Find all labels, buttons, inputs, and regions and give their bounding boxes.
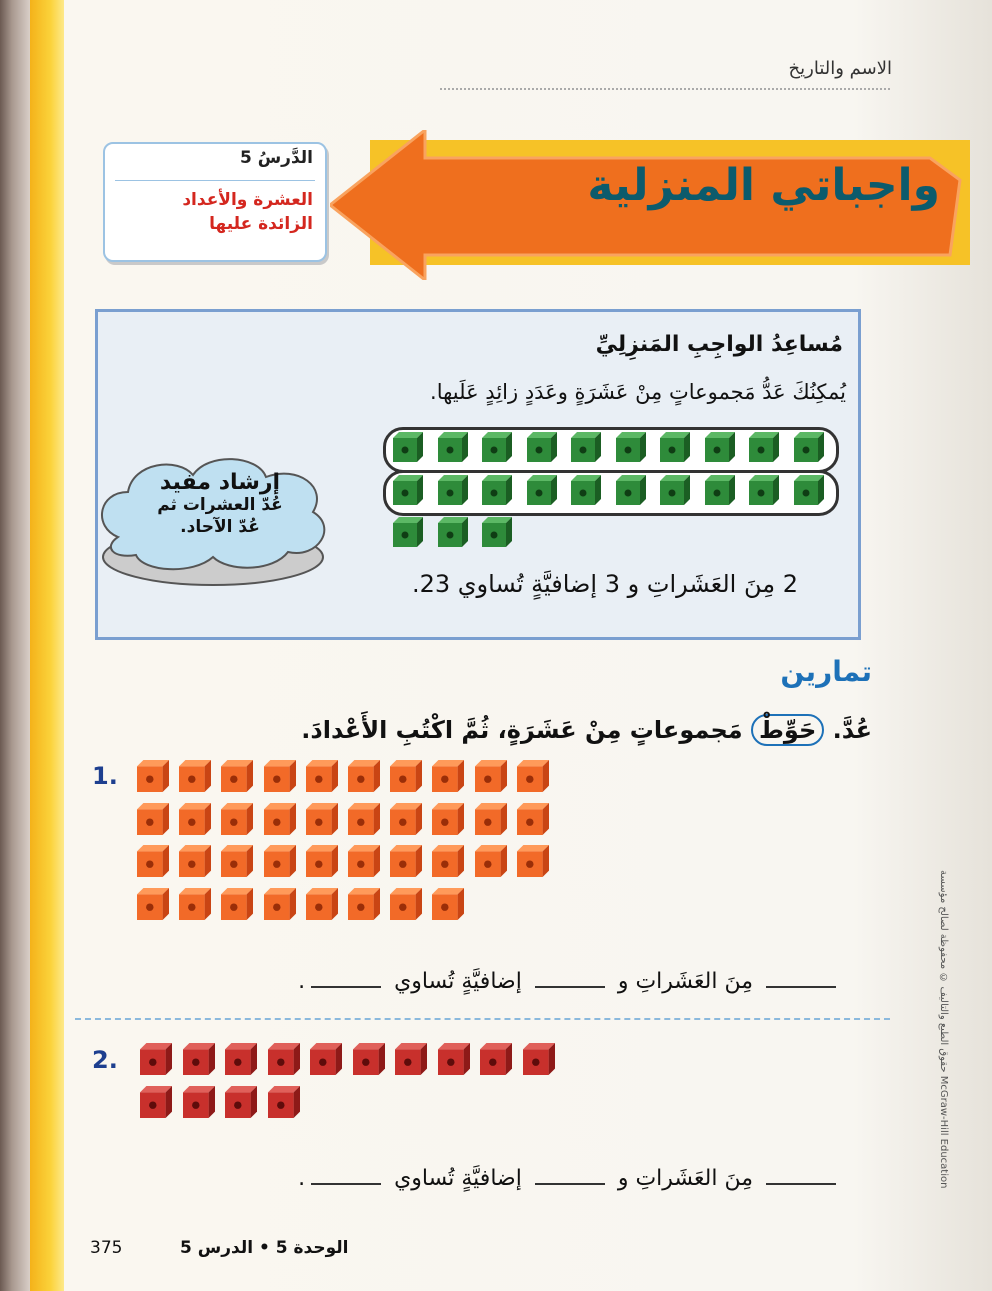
unit-cube: [306, 803, 338, 839]
exercise-divider: [75, 1018, 890, 1020]
lesson-card-divider: [115, 180, 315, 181]
lesson-title: [113, 188, 313, 236]
unit-cube: [527, 432, 557, 466]
unit-cube: [225, 1086, 257, 1122]
name-date-label: الاسم والتاريخ: [788, 58, 892, 79]
hint-line-1: عُدّ العشرات ثم: [157, 495, 283, 515]
exercise-1-end: .: [298, 969, 306, 994]
instruction-circle-word: حَوِّطْ: [751, 714, 824, 746]
unit-cube: [137, 760, 169, 796]
unit-cube: [264, 845, 296, 881]
unit-cube: [571, 432, 601, 466]
unit-cube: [183, 1043, 215, 1079]
unit-cube: [480, 1043, 512, 1079]
helper-title: مُساعِدُ الواجِبِ المَنزِلِيِّ: [595, 332, 843, 357]
unit-cube: [183, 1086, 215, 1122]
unit-cube: [705, 432, 735, 466]
unit-cube: [395, 1043, 427, 1079]
name-date-line[interactable]: [440, 88, 890, 90]
unit-cube: [264, 803, 296, 839]
unit-cube: [527, 475, 557, 509]
unit-cube: [517, 803, 549, 839]
unit-cube: [432, 760, 464, 796]
unit-cube: [221, 803, 253, 839]
unit-cube: [438, 517, 468, 551]
exercise-1-answer: [298, 968, 842, 994]
lesson-title-line-1: العشرة والأعداد: [182, 190, 313, 210]
unit-cube: [393, 475, 423, 509]
book-spine: [0, 0, 30, 1291]
unit-cube: [268, 1086, 300, 1122]
lesson-number: الدَّرسُ 5: [239, 148, 313, 168]
homework-helper-box: [95, 309, 861, 640]
unit-cube: [523, 1043, 555, 1079]
exercise-1-tens-blank[interactable]: [766, 968, 836, 988]
unit-cube: [137, 803, 169, 839]
unit-cube: [179, 888, 211, 924]
unit-cube: [310, 1043, 342, 1079]
unit-cube: [475, 803, 507, 839]
exercise-1-ones-blank[interactable]: [535, 968, 605, 988]
exercise-2-number: 2.: [92, 1046, 118, 1074]
unit-lesson-label: الوحدة 5 • الدرس 5: [180, 1238, 349, 1258]
unit-cube: [660, 432, 690, 466]
unit-cube: [438, 432, 468, 466]
exercises-title: تمارين: [780, 655, 872, 688]
instruction-count: عُدَّ.: [832, 716, 872, 744]
hint-line-2: عُدّ الآحاد.: [180, 517, 260, 537]
exercise-1-answer-part2: إضافيَّةٍ تُساوي: [394, 969, 522, 994]
unit-cube: [660, 475, 690, 509]
unit-cube: [432, 803, 464, 839]
exercise-1-number: 1.: [92, 762, 118, 790]
hint-title: إرشاد مفيد: [159, 470, 281, 495]
unit-cube: [393, 432, 423, 466]
exercise-1-total-blank[interactable]: [311, 968, 381, 988]
unit-cube: [571, 475, 601, 509]
unit-cube: [432, 845, 464, 881]
exercise-2-answer-part1: مِنَ العَشَراتِ و: [617, 1166, 753, 1191]
unit-cube: [179, 845, 211, 881]
unit-cube: [353, 1043, 385, 1079]
lesson-title-line-2: الزائدة عليها: [209, 214, 313, 234]
unit-cube: [221, 845, 253, 881]
unit-cube: [268, 1043, 300, 1079]
unit-cube: [475, 760, 507, 796]
exercise-instruction: [301, 714, 872, 746]
unit-cube: [749, 475, 779, 509]
page-number: 375: [90, 1238, 123, 1258]
unit-cube: [137, 845, 169, 881]
page-title: واجباتي المنزلية: [587, 160, 940, 211]
unit-cube: [616, 475, 646, 509]
exercise-2-answer: [298, 1165, 842, 1191]
unit-cube: [264, 888, 296, 924]
unit-cube: [517, 845, 549, 881]
unit-cube: [482, 517, 512, 551]
unit-cube: [517, 760, 549, 796]
unit-cube: [390, 845, 422, 881]
unit-cube: [393, 517, 423, 551]
unit-cube: [348, 803, 380, 839]
unit-cube: [432, 888, 464, 924]
hint-text: [120, 472, 320, 538]
copyright-note: حقوق الطبع والتأليف © محفوظة لصالح مؤسسة McGraw-Hill Education: [938, 870, 949, 1189]
yellow-margin-stripe: [30, 0, 64, 1291]
helper-result: 2 مِنَ العَشَراتِ و 3 إضافيَّةٍ تُساوي 23.: [411, 570, 798, 598]
exercise-2-tens-blank[interactable]: [766, 1165, 836, 1185]
unit-cube: [221, 888, 253, 924]
unit-cube: [482, 475, 512, 509]
exercise-2-total-blank[interactable]: [311, 1165, 381, 1185]
exercise-2-end: .: [298, 1166, 306, 1191]
unit-cube: [390, 803, 422, 839]
unit-cube: [749, 432, 779, 466]
unit-cube: [140, 1086, 172, 1122]
unit-cube: [794, 475, 824, 509]
exercise-2-answer-part2: إضافيَّةٍ تُساوي: [394, 1166, 522, 1191]
unit-cube: [306, 845, 338, 881]
unit-cube: [616, 432, 646, 466]
unit-cube: [390, 760, 422, 796]
unit-cube: [221, 760, 253, 796]
unit-cube: [794, 432, 824, 466]
unit-cube: [137, 888, 169, 924]
unit-cube: [705, 475, 735, 509]
unit-cube: [179, 760, 211, 796]
unit-cube: [390, 888, 422, 924]
unit-cube: [140, 1043, 172, 1079]
unit-cube: [348, 760, 380, 796]
lesson-card: [103, 142, 327, 262]
unit-cube: [438, 475, 468, 509]
helper-text: يُمكِنُكَ عَدُّ مَجموعاتٍ مِنْ عَشَرَةٍ وعَدَدٍ زائِدٍ عَلَيها.: [430, 380, 846, 404]
unit-cube: [306, 760, 338, 796]
instruction-rest: مَجموعاتٍ مِنْ عَشَرَةٍ، ثُمَّ اكْتُبِ الأَعْدادَ.: [301, 716, 743, 744]
unit-cube: [348, 888, 380, 924]
unit-cube: [264, 760, 296, 796]
unit-cube: [179, 803, 211, 839]
unit-cube: [306, 888, 338, 924]
unit-cube: [348, 845, 380, 881]
unit-cube: [438, 1043, 470, 1079]
unit-cube: [225, 1043, 257, 1079]
unit-cube: [475, 845, 507, 881]
exercise-1-answer-part1: مِنَ العَشَراتِ و: [617, 969, 753, 994]
unit-cube: [482, 432, 512, 466]
exercise-2-ones-blank[interactable]: [535, 1165, 605, 1185]
